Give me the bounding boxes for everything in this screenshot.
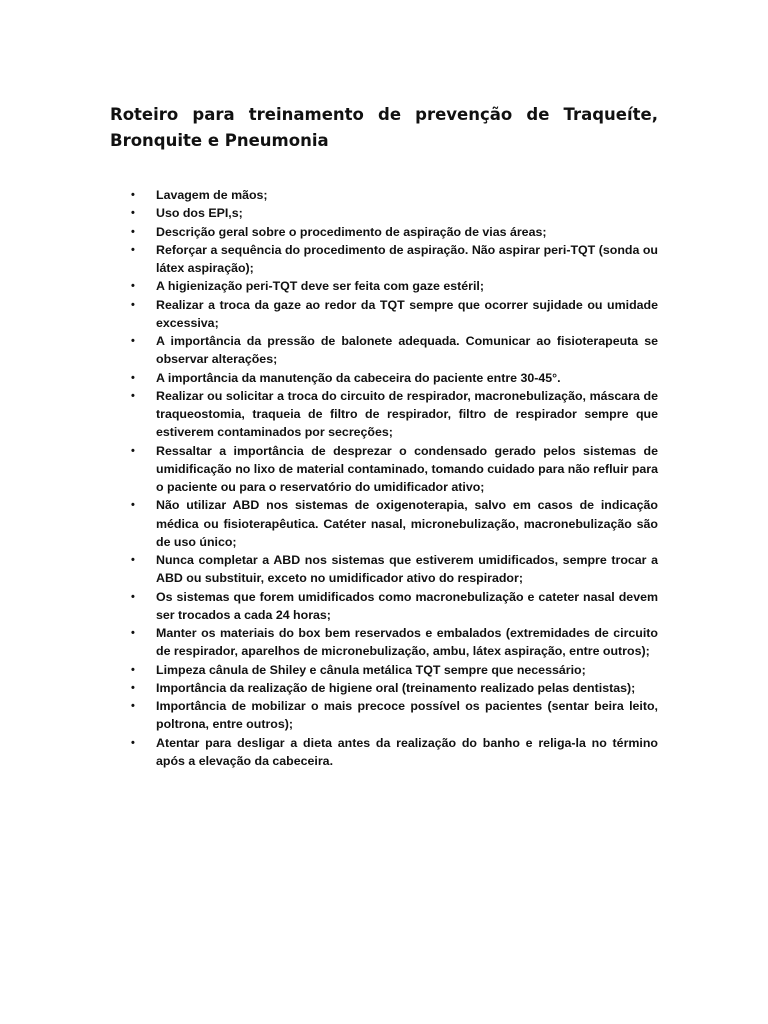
bullet-icon: •: [131, 189, 135, 201]
list-item-text: Manter os materiais do box bem reservados e embalados (extremidades de circuito de respirador, aparelhos de micronebulização, ambu, látex aspiração, entre outros);: [156, 626, 658, 659]
list-item-text: Nunca completar a ABD nos sistemas que estiverem umidificados, sempre trocar a ABD ou substituir, exceto no umidificador ativo do respirador;: [156, 553, 658, 586]
list-item: [128, 734, 658, 771]
list-item-text: Realizar ou solicitar a troca do circuito de respirador, macronebulização, máscara de traqueostomia, traqueia de filtro de respirador, filtro de respirador sempre que estiverem contaminados por secreções;: [156, 388, 658, 440]
list-item-text: A higienização peri-TQT deve ser feita com gaze estéril;: [156, 279, 484, 294]
list-item-text: Importância de mobilizar o mais precoce possível os pacientes (sentar beira leito, poltrona, entre outros);: [156, 699, 658, 732]
list-item-text: Reforçar a sequência do procedimento de aspiração. Não aspirar peri-TQT (sonda ou látex aspiração);: [156, 242, 658, 275]
list-item: [128, 223, 658, 241]
bullet-icon: •: [131, 736, 135, 749]
list-item-text: Descrição geral sobre o procedimento de aspiração de vias áreas;: [156, 224, 547, 239]
bullet-icon: •: [131, 371, 135, 384]
guideline-list: [128, 186, 658, 770]
bullet-icon: •: [131, 590, 135, 603]
list-item-text: Ressaltar a importância de desprezar o condensado gerado pelos sistemas de umidificação no lixo de material contaminado, tomando cuidado para não refluir para o paciente ou para o reservatório do umidificador ativo;: [156, 443, 658, 494]
bullet-icon: •: [131, 243, 135, 256]
list-item: [128, 697, 658, 734]
bullet-icon: •: [131, 681, 135, 694]
list-item: [128, 387, 658, 442]
bullet-icon: •: [131, 499, 135, 512]
bullet-icon: •: [131, 207, 135, 220]
list-item-text: Realizar a troca da gaze ao redor da TQT sempre que ocorrer sujidade ou umidade excessiva;: [156, 297, 658, 330]
list-item-text: Uso dos EPI,s;: [156, 206, 243, 221]
list-item: [128, 624, 658, 661]
list-item: [128, 588, 658, 625]
list-item: [128, 679, 658, 697]
list-item-text: Importância da realização de higiene oral (treinamento realizado pelas dentistas);: [156, 680, 636, 695]
bullet-icon: •: [131, 627, 135, 639]
list-item-text: A importância da manutenção da cabeceira do paciente entre 30-45°.: [156, 370, 561, 385]
list-item: [128, 241, 658, 278]
list-item: [128, 204, 658, 222]
list-item: [128, 442, 658, 497]
list-item-text: Lavagem de mãos;: [156, 188, 268, 202]
bullet-icon: •: [131, 298, 135, 311]
list-item-text: Não utilizar ABD nos sistemas de oxigenoterapia, salvo em casos de indicação médica ou fisioterapêutica. Catéter nasal, micronebulização, macronebulização são de uso único;: [156, 498, 658, 549]
list-item: [128, 332, 658, 369]
list-item: [128, 496, 658, 551]
list-item: [128, 296, 658, 333]
list-item: [128, 277, 658, 295]
document-title: Roteiro para treinamento de prevenção de Traqueíte, Bronquite e Pneumonia: [110, 105, 658, 150]
list-item: [128, 551, 658, 588]
list-item-text: Limpeza cânula de Shiley e cânula metálica TQT sempre que necessário;: [156, 662, 586, 677]
list-item-text: Atentar para desligar a dieta antes da realização do banho e religa-la no término após a elevação da cabeceira.: [156, 735, 658, 768]
bullet-icon: •: [131, 280, 135, 293]
bullet-icon: •: [131, 225, 135, 238]
list-item-text: A importância da pressão de balonete adequada. Comunicar ao fisioterapeuta se observar alterações;: [156, 334, 658, 367]
list-item: [128, 369, 658, 387]
bullet-icon: •: [131, 554, 135, 566]
list-item: [128, 661, 658, 679]
bullet-icon: •: [131, 335, 135, 347]
bullet-icon: •: [131, 444, 135, 457]
list-item: [128, 186, 658, 204]
list-item-text: Os sistemas que forem umidificados como macronebulização e cateter nasal devem ser trocados a cada 24 horas;: [156, 589, 658, 622]
bullet-icon: •: [131, 389, 135, 402]
bullet-icon: •: [131, 663, 135, 676]
bullet-icon: •: [131, 700, 135, 712]
